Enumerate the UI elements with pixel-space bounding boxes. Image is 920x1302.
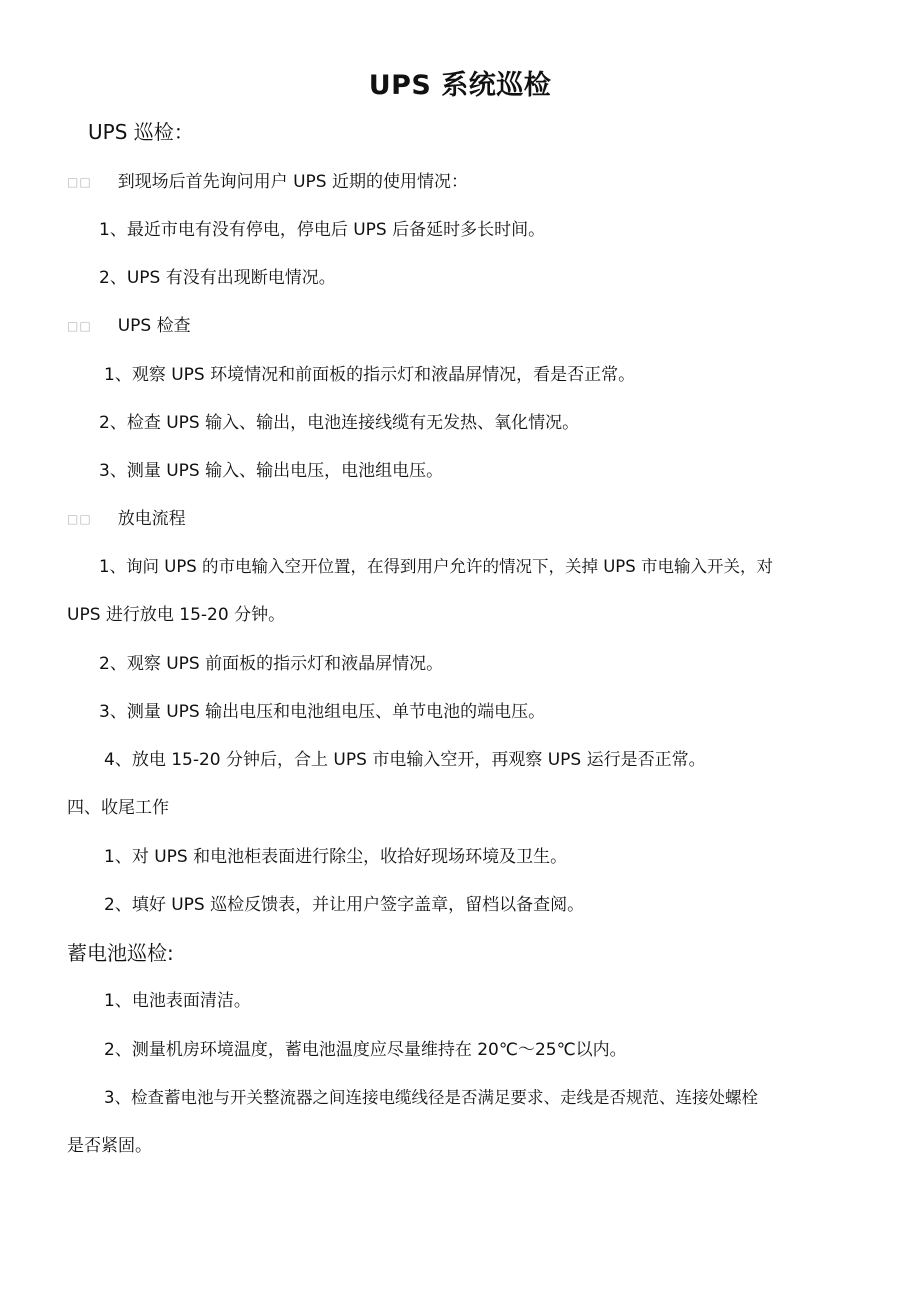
list-item: 3、检查蓄电池与开关整流器之间连接电缆线径是否满足要求、走线是否规范、连接处螺栓 xyxy=(104,1088,758,1107)
section1-label: 到现场后首先询问用户 UPS 近期的使用情况： xyxy=(117,172,468,192)
battery-inspection-heading: 蓄电池巡检: xyxy=(67,941,174,965)
list-item: 1、电池表面清洁。 xyxy=(104,991,251,1011)
list-item: 1、最近市电有没有停电，停电后 UPS 后备延时多长时间。 xyxy=(99,220,546,240)
list-item: 1、询问 UPS 的市电输入空开位置，在得到用户允许的情况下，关掉 UPS 市电输入开关，对 xyxy=(99,557,773,576)
bullet-marker-icon: □□ xyxy=(67,512,92,526)
list-item: 4、放电 15-20 分钟后，合上 UPS 市电输入空开，再观察 UPS 运行是否正常。 xyxy=(104,750,706,770)
list-item: 2、检查 UPS 输入、输出，电池连接线缆有无发热、氧化情况。 xyxy=(99,413,580,433)
list-item: 2、观察 UPS 前面板的指示灯和液晶屏情况。 xyxy=(99,654,444,674)
list-item: 1、对 UPS 和电池柜表面进行除尘，收拾好现场环境及卫生。 xyxy=(104,847,568,867)
ups-inspection-heading: UPS 巡检： xyxy=(88,120,194,144)
list-item: 1、观察 UPS 环境情况和前面板的指示灯和液晶屏情况，看是否正常。 xyxy=(104,365,636,385)
section1-header xyxy=(67,170,468,194)
section4-header: 四、收尾工作 xyxy=(67,798,169,818)
list-item: 2、测量机房环境温度，蓄电池温度应尽量维持在 20℃～25℃以内。 xyxy=(104,1040,627,1060)
list-item: 3、测量 UPS 输出电压和电池组电压、单节电池的端电压。 xyxy=(99,702,546,722)
section2-header xyxy=(67,314,191,338)
list-item: 2、UPS 有没有出现断电情况。 xyxy=(99,268,336,288)
list-item-continuation: 是否紧固。 xyxy=(67,1136,152,1156)
section3-header xyxy=(67,507,186,531)
document-title: UPS 系统巡检 xyxy=(368,70,552,101)
section3-label: 放电流程 xyxy=(117,509,186,529)
list-item-continuation: UPS 进行放电 15-20 分钟。 xyxy=(67,605,286,625)
bullet-marker-icon: □□ xyxy=(67,319,92,333)
list-item: 2、填好 UPS 巡检反馈表，并让用户签字盖章，留档以备查阅。 xyxy=(104,895,585,915)
list-item: 3、测量 UPS 输入、输出电压，电池组电压。 xyxy=(99,461,444,481)
section2-label: UPS 检查 xyxy=(117,316,191,336)
bullet-marker-icon: □□ xyxy=(67,175,92,189)
